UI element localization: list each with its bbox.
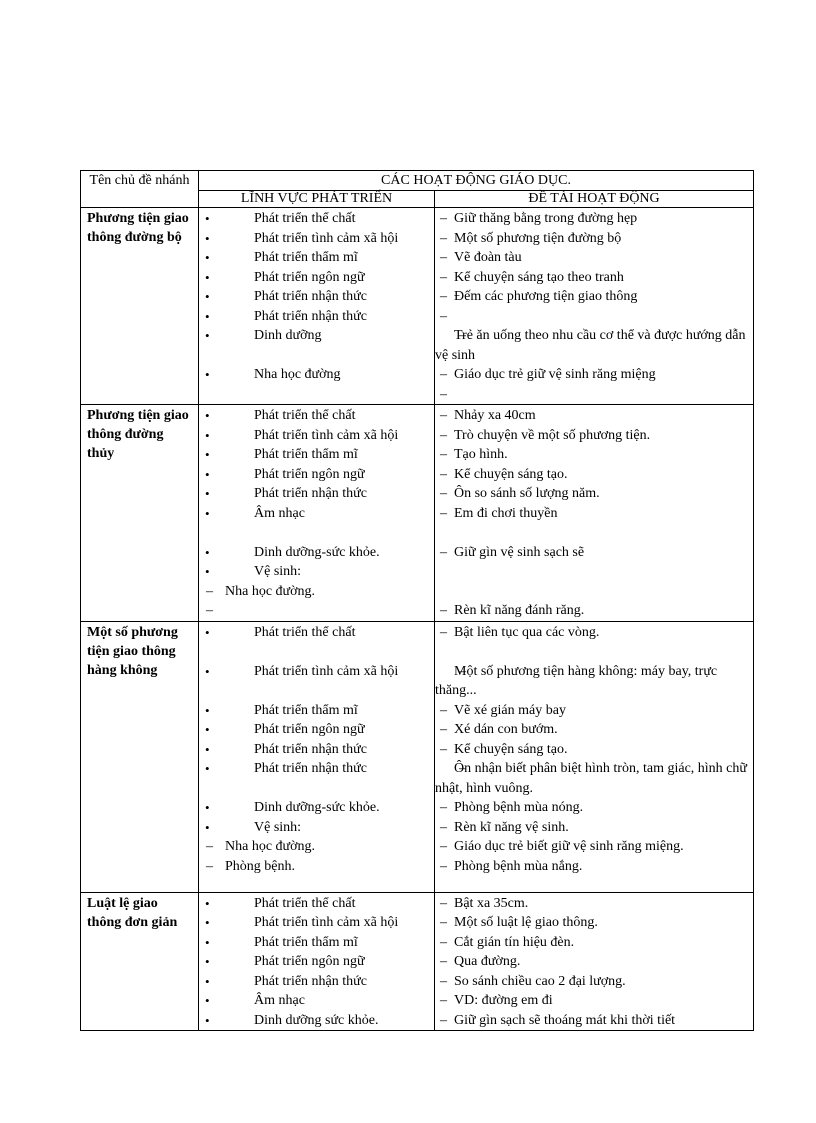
field-item: • Âm nhạc (199, 504, 434, 543)
activities-cell (435, 405, 754, 622)
field-item: • Dinh dưỡng (199, 326, 434, 365)
activity-item: – Bật liên tục qua các vòng. (435, 623, 753, 662)
fields-cell (199, 208, 435, 405)
activity-item: – Rèn kĩ năng vệ sinh. (435, 818, 753, 838)
activity-item: – Em đi chơi thuyền (435, 504, 753, 543)
fields-cell (199, 405, 435, 622)
field-item: • Phát triển thể chất (199, 623, 434, 662)
activities-cell (435, 621, 754, 892)
activity-item: – Cắt gián tín hiệu đèn. (435, 933, 753, 953)
activity-item: – Kể chuyện sáng tạo. (435, 465, 753, 485)
field-item: • Phát triển thẩm mĩ (199, 701, 434, 721)
activity-item: – Giáo dục trẻ giữ vệ sinh răng miệng (435, 365, 753, 385)
field-item: • Phát triển thể chất (199, 209, 434, 229)
field-item: • Phát triển nhận thức (199, 307, 434, 327)
field-item: • Vệ sinh: (199, 818, 434, 838)
activity-item (435, 385, 753, 405)
activity-item: – Qua đường. (435, 952, 753, 972)
field-item: • Phát triển tình cảm xã hội (199, 229, 434, 249)
activity-column-header: ĐỀ TÀI HOẠT ĐỘNG (435, 191, 754, 208)
activities-cell (435, 892, 754, 1031)
field-item: • Phát triển tình cảm xã hội (199, 662, 434, 701)
field-item: – Nha học đường. (199, 837, 434, 857)
fields-cell (199, 892, 435, 1031)
activity-item (435, 307, 753, 327)
field-item: • Phát triển ngôn ngữ (199, 720, 434, 740)
activity-item: – Một số phương tiện đường bộ (435, 229, 753, 249)
activity-item: – Ôn nhận biết phân biệt hình tròn, tam giác, hình chữ nhật, hình vuông. (435, 759, 753, 798)
activity-item: – Đếm các phương tiện giao thông (435, 287, 753, 307)
activity-item: – Vẽ đoàn tàu (435, 248, 753, 268)
field-item: • Phát triển nhận thức (199, 759, 434, 798)
field-item: • Dinh dưỡng-sức khỏe. (199, 798, 434, 818)
field-item: • Phát triển thẩm mĩ (199, 445, 434, 465)
activity-item: – Kể chuyện sáng tạo theo tranh (435, 268, 753, 288)
activities-title: CÁC HOẠT ĐỘNG GIÁO DỤC. (199, 171, 754, 191)
activity-item: – Ôn so sánh số lượng năm. (435, 484, 753, 504)
field-item: • Phát triển thể chất (199, 406, 434, 426)
topic-column-header: Tên chủ đề nhánh (81, 171, 199, 208)
field-item: • Nha học đường (199, 365, 434, 385)
activity-item: – Giữ gìn vệ sinh sạch sẽ (435, 543, 753, 601)
activity-item: – Một số phương tiện hàng không: máy bay, trực thăng... (435, 662, 753, 701)
field-item: • Phát triển tình cảm xã hội (199, 913, 434, 933)
activities-cell (435, 208, 754, 405)
field-item: • Âm nhạc (199, 991, 434, 1011)
activity-item: – Bật xa 35cm. (435, 894, 753, 914)
field-item: • Dinh dưỡng sức khỏe. (199, 1011, 434, 1031)
activity-item: – Nhảy xa 40cm (435, 406, 753, 426)
field-item: • Phát triển nhận thức (199, 287, 434, 307)
activity-item: – Phòng bệnh mùa nắng. (435, 857, 753, 877)
topic-cell: Phương tiện giao thông đường bộ (81, 208, 199, 405)
field-item: • Phát triển tình cảm xã hội (199, 426, 434, 446)
field-item: • Phát triển ngôn ngữ (199, 268, 434, 288)
fields-cell (199, 621, 435, 892)
field-item: • Phát triển thẩm mĩ (199, 248, 434, 268)
field-item: – Nha học đường. (199, 582, 434, 602)
topic-cell: Luật lệ giao thông đơn giản (81, 892, 199, 1031)
field-item (199, 601, 434, 621)
activity-item: – Phòng bệnh mùa nóng. (435, 798, 753, 818)
field-item: • Phát triển thể chất (199, 894, 434, 914)
field-column-header: LĨNH VỰC PHÁT TRIỂN (199, 191, 435, 208)
field-item: • Phát triển ngôn ngữ (199, 465, 434, 485)
field-item: • Phát triển thẩm mĩ (199, 933, 434, 953)
topic-cell: Một số phương tiện giao thông hàng không (81, 621, 199, 892)
field-item: • Phát triển nhận thức (199, 972, 434, 992)
activity-item: – VD: đường em đi (435, 991, 753, 1011)
activity-item: – So sánh chiều cao 2 đại lượng. (435, 972, 753, 992)
field-item: • Phát triển ngôn ngữ (199, 952, 434, 972)
field-item: • Phát triển nhận thức (199, 740, 434, 760)
activity-item: – Trò chuyện về một số phương tiện. (435, 426, 753, 446)
field-item: • Phát triển nhận thức (199, 484, 434, 504)
activity-item: – Giữ thăng bằng trong đường hẹp (435, 209, 753, 229)
field-item: – Phòng bệnh. (199, 857, 434, 877)
activity-item: – Rèn kĩ năng đánh răng. (435, 601, 753, 621)
activity-item: – Một số luật lệ giao thông. (435, 913, 753, 933)
activity-item: – Giữ gìn sạch sẽ thoáng mát khi thời tiết (435, 1011, 753, 1031)
topic-cell: Phương tiện giao thông đường thủy (81, 405, 199, 622)
field-item: • Dinh dưỡng-sức khỏe. (199, 543, 434, 563)
activity-item: – Giáo dục trẻ biết giữ vệ sinh răng miệng. (435, 837, 753, 857)
activity-item: – Tạo hình. (435, 445, 753, 465)
activity-item: – Kể chuyện sáng tạo. (435, 740, 753, 760)
activities-table (80, 170, 754, 1031)
activity-item: – Trẻ ăn uống theo nhu cầu cơ thể và được hướng dẫn vệ sinh (435, 326, 753, 365)
field-item: • Vệ sinh: (199, 562, 434, 582)
activity-item: – Xé dán con bướm. (435, 720, 753, 740)
activity-item: – Vẽ xé gián máy bay (435, 701, 753, 721)
